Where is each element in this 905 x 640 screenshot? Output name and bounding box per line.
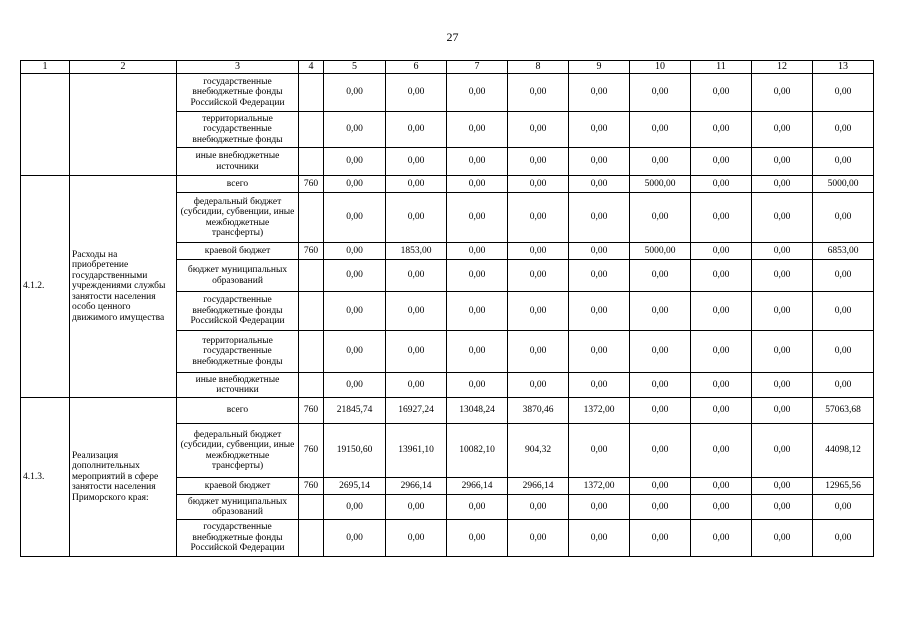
value-cell: 0,00 bbox=[630, 495, 691, 520]
value-cell: 0,00 bbox=[813, 495, 874, 520]
funding-source-cell: бюджет муниципальных образований bbox=[177, 260, 299, 292]
value-cell: 0,00 bbox=[752, 495, 813, 520]
value-cell: 0,00 bbox=[752, 331, 813, 373]
value-cell: 0,00 bbox=[630, 112, 691, 148]
value-cell: 0,00 bbox=[630, 260, 691, 292]
value-cell: 0,00 bbox=[691, 373, 752, 398]
value-cell: 10082,10 bbox=[447, 424, 508, 478]
value-cell: 0,00 bbox=[508, 243, 569, 260]
value-cell: 0,00 bbox=[691, 495, 752, 520]
value-cell: 0,00 bbox=[569, 176, 630, 193]
value-cell: 0,00 bbox=[508, 74, 569, 112]
column-header: 12 bbox=[752, 61, 813, 74]
value-cell: 0,00 bbox=[752, 398, 813, 424]
funding-source-cell: иные внебюджетные источники bbox=[177, 148, 299, 176]
column-header: 7 bbox=[447, 61, 508, 74]
table-row bbox=[21, 74, 874, 112]
column-header: 10 bbox=[630, 61, 691, 74]
value-cell: 0,00 bbox=[630, 193, 691, 243]
value-cell: 0,00 bbox=[447, 331, 508, 373]
value-cell: 0,00 bbox=[752, 292, 813, 331]
value-cell: 0,00 bbox=[386, 176, 447, 193]
funding-source-cell: краевой бюджет bbox=[177, 243, 299, 260]
value-cell: 2695,14 bbox=[324, 478, 386, 495]
funding-source-cell: всего bbox=[177, 398, 299, 424]
value-cell: 0,00 bbox=[508, 193, 569, 243]
value-cell: 0,00 bbox=[691, 478, 752, 495]
budget-code-cell: 760 bbox=[299, 478, 324, 495]
value-cell: 0,00 bbox=[569, 495, 630, 520]
value-cell: 0,00 bbox=[569, 331, 630, 373]
budget-code-cell: 760 bbox=[299, 398, 324, 424]
value-cell: 0,00 bbox=[508, 331, 569, 373]
value-cell: 0,00 bbox=[569, 112, 630, 148]
value-cell: 5000,00 bbox=[630, 243, 691, 260]
value-cell: 0,00 bbox=[324, 193, 386, 243]
value-cell: 0,00 bbox=[691, 292, 752, 331]
funding-source-cell: иные внебюджетные источники bbox=[177, 373, 299, 398]
value-cell: 0,00 bbox=[324, 74, 386, 112]
value-cell: 0,00 bbox=[386, 112, 447, 148]
value-cell: 0,00 bbox=[324, 520, 386, 557]
budget-code-cell bbox=[299, 74, 324, 112]
value-cell: 2966,14 bbox=[447, 478, 508, 495]
column-header: 4 bbox=[299, 61, 324, 74]
value-cell: 12965,56 bbox=[813, 478, 874, 495]
value-cell: 0,00 bbox=[324, 331, 386, 373]
value-cell: 0,00 bbox=[447, 193, 508, 243]
value-cell: 0,00 bbox=[447, 243, 508, 260]
value-cell: 0,00 bbox=[630, 292, 691, 331]
value-cell: 0,00 bbox=[752, 193, 813, 243]
budget-code-cell bbox=[299, 193, 324, 243]
value-cell: 0,00 bbox=[569, 373, 630, 398]
value-cell: 0,00 bbox=[569, 292, 630, 331]
funding-source-cell: государственные внебюджетные фонды Российской Федерации bbox=[177, 292, 299, 331]
value-cell: 0,00 bbox=[386, 193, 447, 243]
budget-code-cell: 760 bbox=[299, 424, 324, 478]
value-cell: 57063,68 bbox=[813, 398, 874, 424]
value-cell: 0,00 bbox=[813, 74, 874, 112]
value-cell: 0,00 bbox=[813, 331, 874, 373]
budget-code-cell bbox=[299, 495, 324, 520]
value-cell: 0,00 bbox=[324, 148, 386, 176]
value-cell: 0,00 bbox=[630, 478, 691, 495]
value-cell: 0,00 bbox=[324, 243, 386, 260]
page-number: 27 bbox=[446, 30, 459, 44]
funding-source-cell: территориальные государственные внебюджетные фонды bbox=[177, 112, 299, 148]
column-header: 11 bbox=[691, 61, 752, 74]
item-title-cell: Реализация дополнительных мероприятий в сфере занятости населения Приморского края: bbox=[70, 398, 177, 557]
value-cell: 0,00 bbox=[752, 260, 813, 292]
item-code-cell bbox=[21, 74, 70, 176]
value-cell: 904,32 bbox=[508, 424, 569, 478]
table-row bbox=[21, 176, 874, 193]
value-cell: 0,00 bbox=[752, 148, 813, 176]
header-row bbox=[21, 61, 874, 74]
value-cell: 0,00 bbox=[691, 112, 752, 148]
value-cell: 13961,10 bbox=[386, 424, 447, 478]
value-cell: 0,00 bbox=[508, 495, 569, 520]
value-cell: 0,00 bbox=[508, 292, 569, 331]
value-cell: 13048,24 bbox=[447, 398, 508, 424]
funding-source-cell: государственные внебюджетные фонды Российской Федерации bbox=[177, 520, 299, 557]
value-cell: 2966,14 bbox=[508, 478, 569, 495]
value-cell: 0,00 bbox=[691, 176, 752, 193]
funding-source-cell: краевой бюджет bbox=[177, 478, 299, 495]
budget-code-cell bbox=[299, 260, 324, 292]
value-cell: 0,00 bbox=[386, 148, 447, 176]
budget-code-cell: 760 bbox=[299, 243, 324, 260]
value-cell: 1372,00 bbox=[569, 478, 630, 495]
column-header: 8 bbox=[508, 61, 569, 74]
value-cell: 0,00 bbox=[386, 292, 447, 331]
value-cell: 0,00 bbox=[691, 398, 752, 424]
value-cell: 0,00 bbox=[386, 260, 447, 292]
value-cell: 0,00 bbox=[813, 148, 874, 176]
value-cell: 0,00 bbox=[813, 520, 874, 557]
value-cell: 0,00 bbox=[447, 176, 508, 193]
value-cell: 0,00 bbox=[813, 193, 874, 243]
budget-table bbox=[20, 60, 874, 557]
budget-code-cell bbox=[299, 331, 324, 373]
column-header: 5 bbox=[324, 61, 386, 74]
value-cell: 5000,00 bbox=[813, 176, 874, 193]
value-cell: 0,00 bbox=[630, 148, 691, 176]
value-cell: 0,00 bbox=[508, 373, 569, 398]
item-code-cell: 4.1.3. bbox=[21, 398, 70, 557]
value-cell: 1853,00 bbox=[386, 243, 447, 260]
budget-code-cell: 760 bbox=[299, 176, 324, 193]
funding-source-cell: федеральный бюджет (субсидии, субвенции, иные межбюджетные трансферты) bbox=[177, 424, 299, 478]
value-cell: 0,00 bbox=[508, 176, 569, 193]
budget-code-cell bbox=[299, 112, 324, 148]
value-cell: 5000,00 bbox=[630, 176, 691, 193]
item-title-cell: Расходы на приобретение государственными учреждениями службы занятости населения особо ценного движимого имущества bbox=[70, 176, 177, 398]
value-cell: 0,00 bbox=[386, 495, 447, 520]
value-cell: 0,00 bbox=[508, 260, 569, 292]
value-cell: 0,00 bbox=[447, 112, 508, 148]
funding-source-cell: территориальные государственные внебюджетные фонды bbox=[177, 331, 299, 373]
item-code-cell: 4.1.2. bbox=[21, 176, 70, 398]
value-cell: 0,00 bbox=[630, 373, 691, 398]
value-cell: 0,00 bbox=[569, 148, 630, 176]
value-cell: 0,00 bbox=[752, 112, 813, 148]
value-cell: 0,00 bbox=[691, 74, 752, 112]
value-cell: 0,00 bbox=[752, 520, 813, 557]
budget-code-cell bbox=[299, 292, 324, 331]
value-cell: 0,00 bbox=[324, 260, 386, 292]
value-cell: 0,00 bbox=[508, 520, 569, 557]
value-cell: 0,00 bbox=[569, 243, 630, 260]
value-cell: 0,00 bbox=[691, 424, 752, 478]
value-cell: 0,00 bbox=[386, 74, 447, 112]
column-header: 2 bbox=[70, 61, 177, 74]
item-title-cell bbox=[70, 74, 177, 176]
funding-source-cell: федеральный бюджет (субсидии, субвенции, иные межбюджетные трансферты) bbox=[177, 193, 299, 243]
value-cell: 0,00 bbox=[569, 424, 630, 478]
value-cell: 0,00 bbox=[324, 373, 386, 398]
value-cell: 0,00 bbox=[813, 112, 874, 148]
value-cell: 0,00 bbox=[447, 148, 508, 176]
value-cell: 0,00 bbox=[569, 520, 630, 557]
column-header: 13 bbox=[813, 61, 874, 74]
value-cell: 0,00 bbox=[813, 373, 874, 398]
value-cell: 0,00 bbox=[691, 520, 752, 557]
value-cell: 0,00 bbox=[447, 292, 508, 331]
value-cell: 0,00 bbox=[752, 373, 813, 398]
value-cell: 0,00 bbox=[324, 292, 386, 331]
budget-code-cell bbox=[299, 148, 324, 176]
value-cell: 6853,00 bbox=[813, 243, 874, 260]
table-row bbox=[21, 398, 874, 424]
value-cell: 0,00 bbox=[691, 331, 752, 373]
value-cell: 0,00 bbox=[324, 112, 386, 148]
value-cell: 1372,00 bbox=[569, 398, 630, 424]
value-cell: 0,00 bbox=[752, 243, 813, 260]
value-cell: 0,00 bbox=[508, 112, 569, 148]
value-cell: 0,00 bbox=[630, 520, 691, 557]
value-cell: 0,00 bbox=[386, 520, 447, 557]
funding-source-cell: государственные внебюджетные фонды Российской Федерации bbox=[177, 74, 299, 112]
value-cell: 19150,60 bbox=[324, 424, 386, 478]
value-cell: 0,00 bbox=[752, 176, 813, 193]
funding-source-cell: бюджет муниципальных образований bbox=[177, 495, 299, 520]
column-header: 6 bbox=[386, 61, 447, 74]
value-cell: 0,00 bbox=[691, 148, 752, 176]
value-cell: 0,00 bbox=[630, 74, 691, 112]
value-cell: 0,00 bbox=[813, 292, 874, 331]
value-cell: 0,00 bbox=[569, 260, 630, 292]
funding-source-cell: всего bbox=[177, 176, 299, 193]
value-cell: 0,00 bbox=[691, 193, 752, 243]
value-cell: 0,00 bbox=[447, 373, 508, 398]
value-cell: 0,00 bbox=[386, 373, 447, 398]
value-cell: 0,00 bbox=[752, 478, 813, 495]
value-cell: 16927,24 bbox=[386, 398, 447, 424]
budget-code-cell bbox=[299, 520, 324, 557]
value-cell: 2966,14 bbox=[386, 478, 447, 495]
column-header: 1 bbox=[21, 61, 70, 74]
table-body bbox=[21, 61, 874, 557]
column-header: 3 bbox=[177, 61, 299, 74]
value-cell: 3870,46 bbox=[508, 398, 569, 424]
value-cell: 0,00 bbox=[752, 74, 813, 112]
value-cell: 0,00 bbox=[324, 495, 386, 520]
value-cell: 0,00 bbox=[447, 260, 508, 292]
value-cell: 0,00 bbox=[569, 74, 630, 112]
value-cell: 0,00 bbox=[386, 331, 447, 373]
value-cell: 0,00 bbox=[447, 495, 508, 520]
value-cell: 0,00 bbox=[569, 193, 630, 243]
value-cell: 0,00 bbox=[630, 424, 691, 478]
value-cell: 0,00 bbox=[447, 520, 508, 557]
budget-code-cell bbox=[299, 373, 324, 398]
value-cell: 21845,74 bbox=[324, 398, 386, 424]
value-cell: 0,00 bbox=[691, 243, 752, 260]
value-cell: 0,00 bbox=[324, 176, 386, 193]
value-cell: 0,00 bbox=[813, 260, 874, 292]
column-header: 9 bbox=[569, 61, 630, 74]
value-cell: 44098,12 bbox=[813, 424, 874, 478]
value-cell: 0,00 bbox=[691, 260, 752, 292]
value-cell: 0,00 bbox=[630, 331, 691, 373]
value-cell: 0,00 bbox=[752, 424, 813, 478]
value-cell: 0,00 bbox=[508, 148, 569, 176]
value-cell: 0,00 bbox=[630, 398, 691, 424]
value-cell: 0,00 bbox=[447, 74, 508, 112]
